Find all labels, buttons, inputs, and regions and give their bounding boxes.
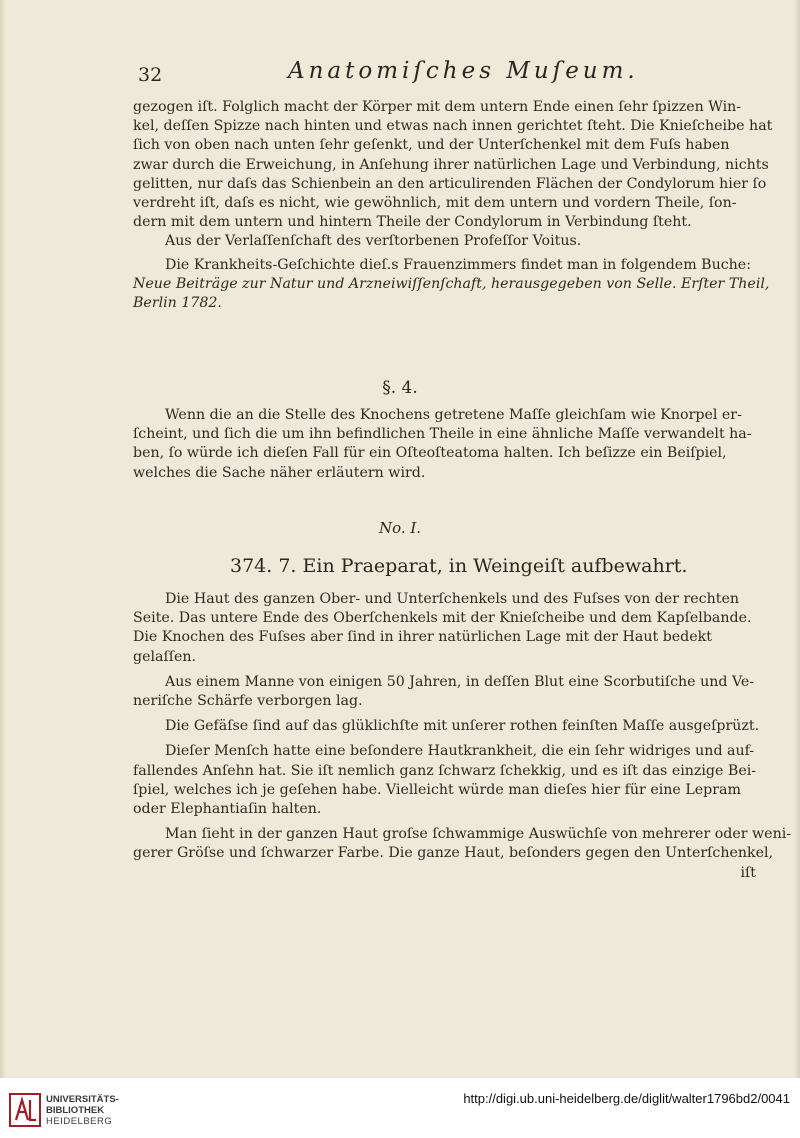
text-line: ſcheint, und ſich die um ihn befindlichen Theile in eine ähnliche Maſſe verwandelt ha- (133, 426, 752, 443)
text-line: ſich von oben nach unten ſehr geſenkt, und der Unterſchenkel mit dem Fuſs haben (133, 137, 730, 154)
provenance-line: Aus der Verlaſſenſchaft des verſtorbenen Profeſſor Voitus. (165, 233, 582, 250)
text-line: Die Knochen des Fuſses aber ſind in ihrer natürlichen Lage mit der Haut bedekt (133, 629, 712, 646)
running-title: Anatomiſches Muſeum. (288, 58, 639, 84)
item-heading: 374. 7. Ein Praeparat, in Weingeiſt aufbewahrt. (230, 555, 688, 577)
text-line: Wenn die an die Stelle des Knochens getretene Maſſe gleichſam wie Knorpel er- (165, 407, 742, 423)
permalink-url[interactable]: http://digi.ub.uni-heidelberg.de/diglit/walter1796bd2/0041 (463, 1091, 790, 1106)
viewer-footer (0, 1078, 800, 1138)
section-mark: §. 4. (382, 378, 418, 398)
text-line: verdreht iſt, daſs es nicht, wie gewöhnlich, mit dem untern und vordern Theile, ſon- (133, 195, 737, 212)
page-edge-left (0, 0, 6, 1078)
text-line: zwar durch die Erweichung, in Anſehung ihrer natürlichen Lage und Verbindung, nichts (133, 156, 769, 173)
text-line: Man ſieht in der ganzen Haut groſse ſchwammige Auswüchſe von mehrerer oder weni- (165, 826, 792, 843)
citation-line: Neue Beiträge zur Natur und Arzneiwiſſenſchaft, herausgegeben von Selle. Erſter Theil, (133, 275, 770, 292)
library-logo-text (46, 1094, 119, 1127)
text-line: Die Haut des ganzen Ober- und Unterſchenkels und des Fuſses von der rechten (165, 591, 739, 607)
university-seal-icon (8, 1092, 42, 1128)
text-line: dern mit dem untern und hintern Theile der Condylorum in Verbindung ſteht. (133, 214, 692, 231)
item-description (133, 590, 792, 883)
citation-line: Berlin 1782. (133, 295, 222, 312)
text-line: gelitten, nur daſs das Schienbein an den articulirenden Flächen der Condylorum hier ſo (133, 175, 767, 192)
text-line: Seite. Das untere Ende des Oberſchenkels mit der Knieſcheibe und dem Kapſelbande. (133, 610, 752, 627)
page-edge-right (794, 0, 800, 1078)
text-line: gelaſſen. (133, 648, 197, 665)
page-header (138, 58, 758, 94)
text-line: kel, deſſen Spizze nach hinten und etwas nach innen gerichtet ſteht. Die Knieſcheibe hat (133, 118, 773, 135)
text-line: Aus einem Manne von einigen 50 Jahren, in deſſen Blut eine Scorbutiſche und Ve- (165, 673, 755, 690)
text-line: gerer Gröſse und ſchwarzer Farbe. Die ganze Haut, beſonders gegen den Unterſchenkel, (133, 845, 774, 862)
text-line: ben, ſo würde ich dieſen Fall für ein Oſteoſteatoma halten. Ich beſizze ein Beiſpiel, (133, 445, 727, 462)
text-line: welches die Sache näher erläutern wird. (133, 464, 426, 481)
paragraph-section-4 (133, 406, 756, 483)
item-number-label: No. I. (378, 519, 422, 537)
text-line: Dieſer Menſch hatte eine beſondere Hautkrankheit, die ein ſehr widriges und auf- (165, 743, 755, 760)
paragraph-continuation (133, 98, 773, 313)
logo-line: UNIVERSITÄTS- (46, 1094, 119, 1105)
text-line: Die Gefäſse ſind auf das glüklichſte mit unſerer rothen feinſten Maſſe ausgeſprüzt. (165, 718, 760, 735)
text-line: gezogen iſt. Folglich macht der Körper mit dem untern Ende einen ſehr ſpizzen Win- (133, 99, 742, 115)
catchword: iſt (740, 864, 756, 881)
text-line: ſpiel, welches ich je geſehen habe. Vielleicht würde man dieſes hier für eine Lepram (133, 781, 741, 798)
text-line: Die Krankheits-Geſchichte dieſ.s Frauenzimmers findet man in folgendem Buche: (165, 256, 751, 273)
text-line: neriſche Schärfe verborgen lag. (133, 693, 363, 710)
logo-line: BIBLIOTHEK (46, 1105, 105, 1116)
logo-line: HEIDELBERG (46, 1116, 113, 1127)
page-number: 32 (138, 64, 163, 86)
text-line: oder Elephantiaſin halten. (133, 801, 322, 818)
text-line: fallendes Anſehn hat. Sie iſt nemlich ganz ſchwarz ſchekkig, und es iſt das einzige Bei- (133, 762, 757, 779)
